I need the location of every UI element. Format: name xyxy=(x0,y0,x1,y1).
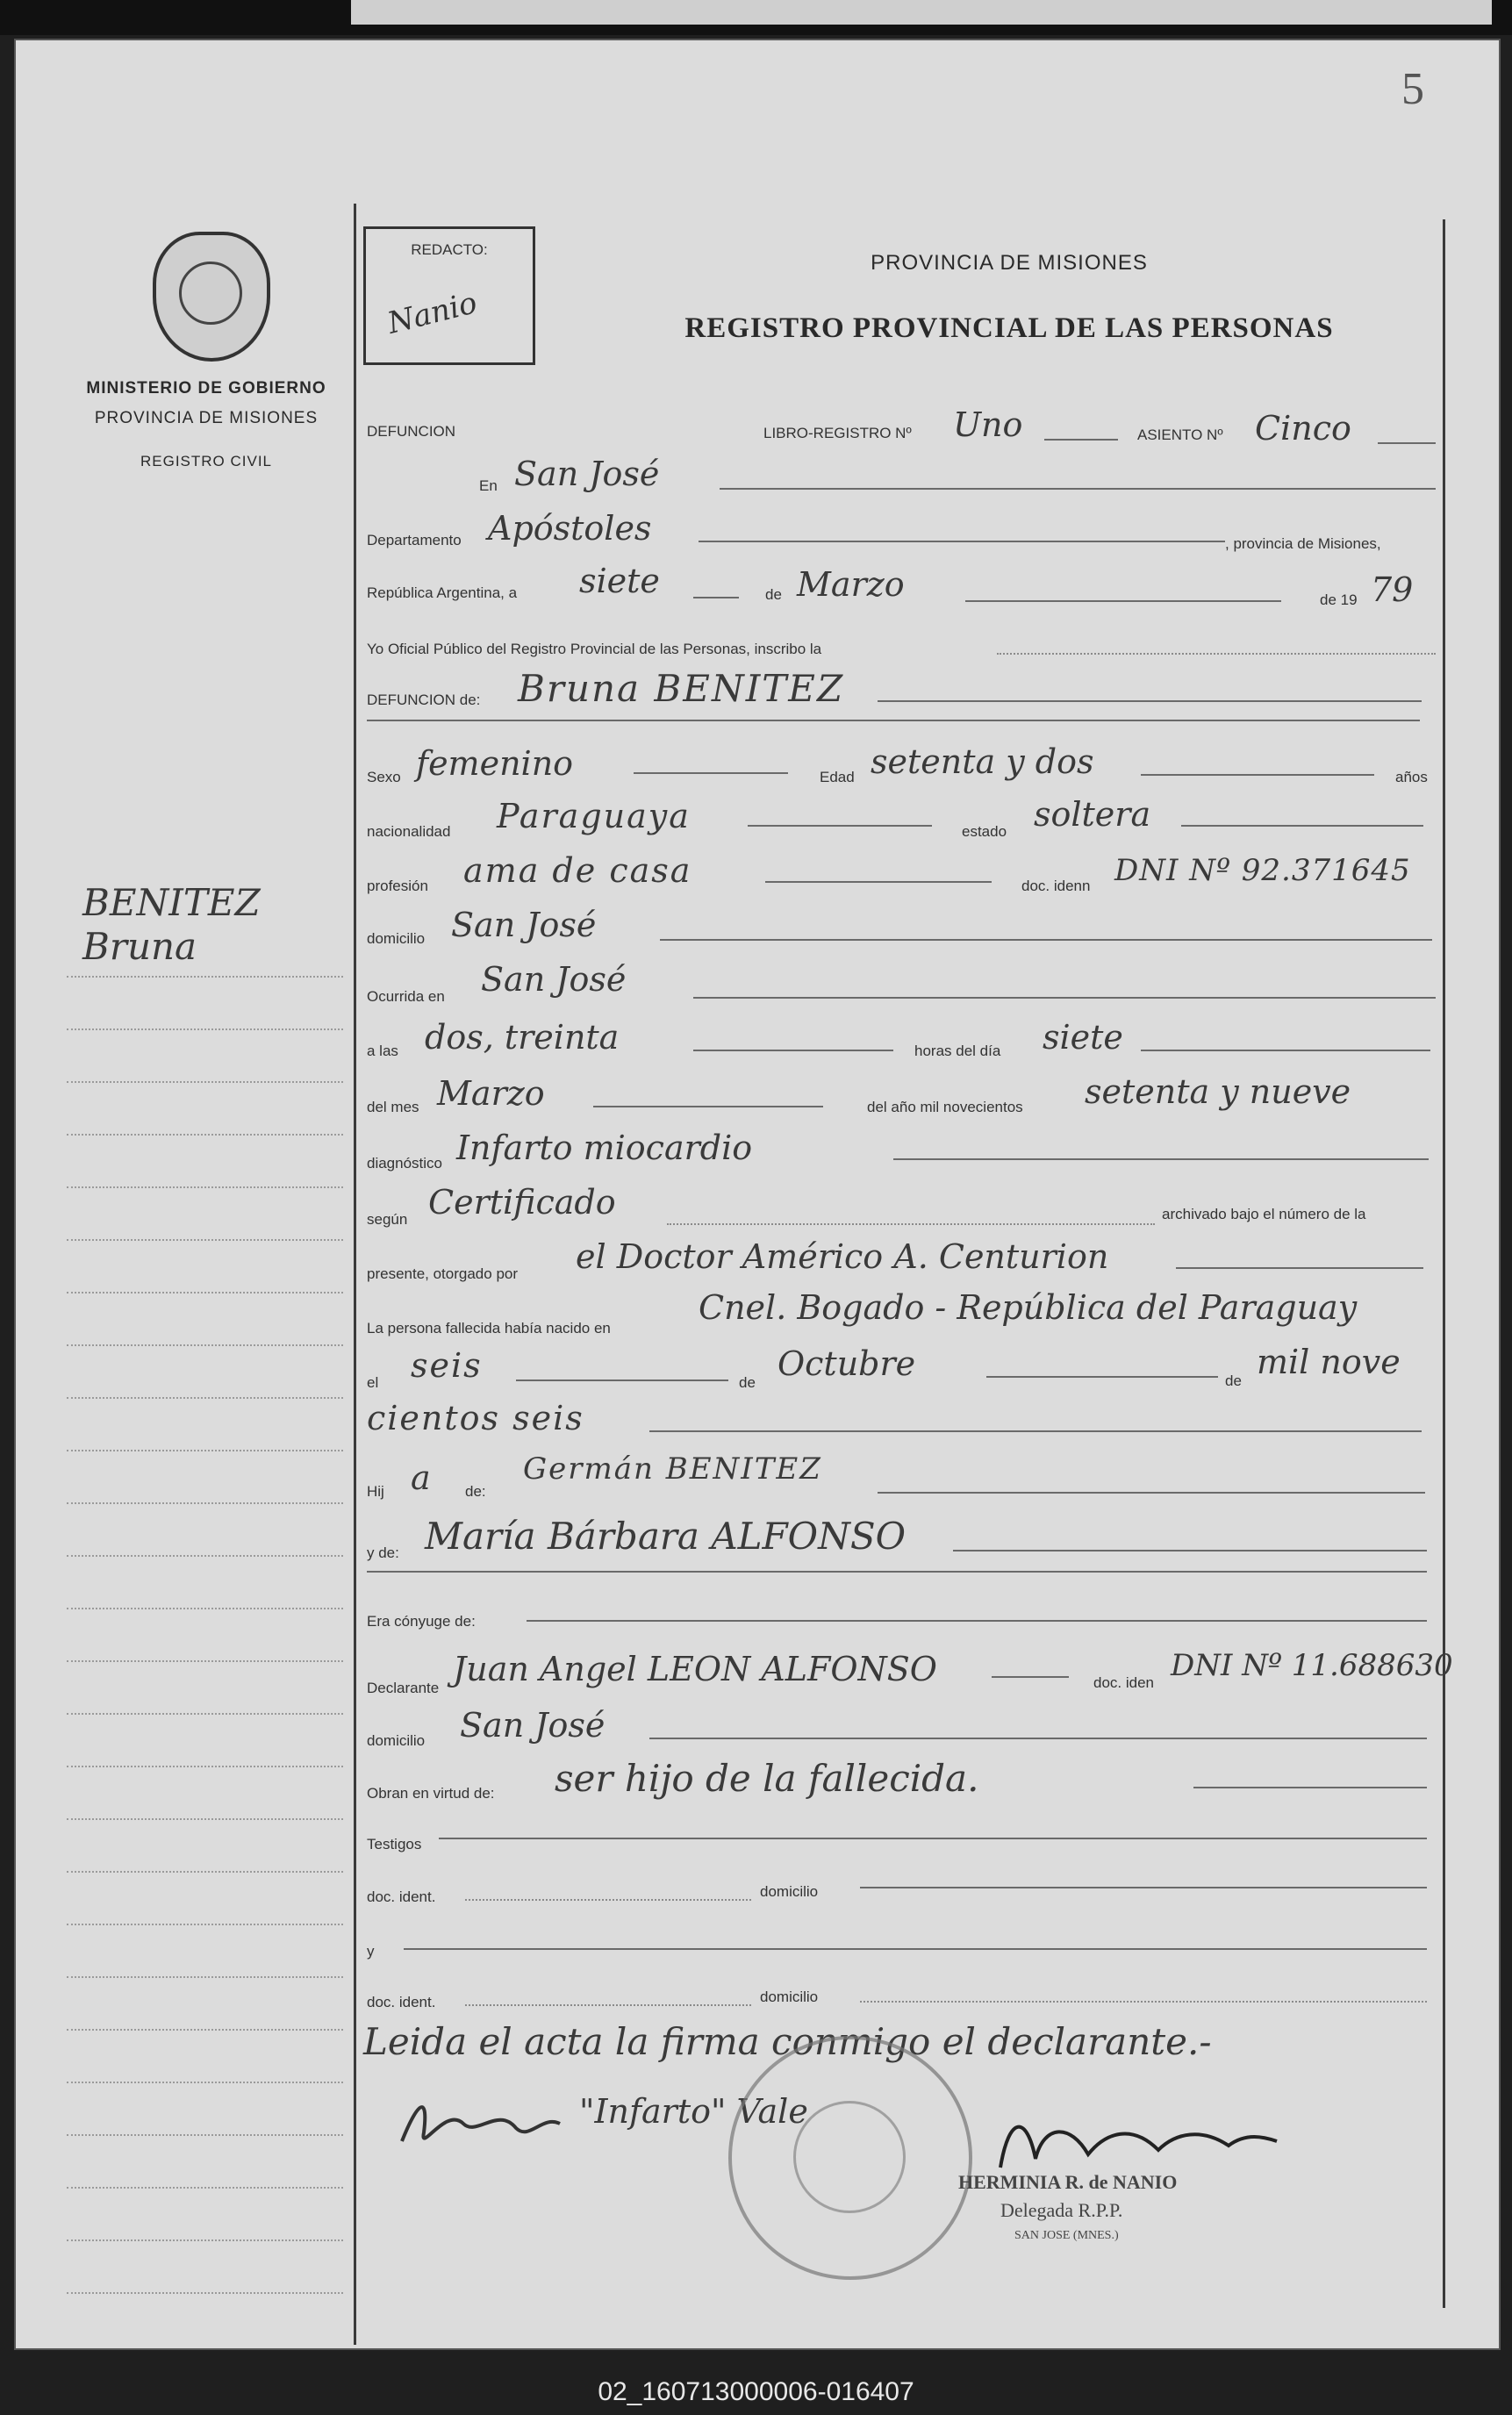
domicilio3-label: domicilio xyxy=(760,1989,819,2005)
mes-value: Marzo xyxy=(797,565,905,604)
madre-value: María Bárbara ALFONSO xyxy=(425,1515,906,1558)
obran-label: Obran en virtud de: xyxy=(367,1785,495,1802)
estado-value: soltera xyxy=(1034,795,1151,834)
registry-label: REGISTRO CIVIL xyxy=(140,453,273,469)
y-de-label: y de: xyxy=(367,1544,399,1561)
padre-value: Germán BENITEZ xyxy=(523,1451,822,1487)
hij-value: a xyxy=(411,1458,431,1497)
diagnostico-value: Infarto miocardio xyxy=(456,1129,753,1167)
footer-id: 02_160713000006-016407 xyxy=(598,2377,914,2406)
domicilio-label: domicilio xyxy=(367,930,426,947)
leida-text: Leida el acta la firma conmigo el declarante.- xyxy=(363,2020,1212,2063)
nac-dia-value: seis xyxy=(411,1346,483,1385)
asiento-value: Cinco xyxy=(1255,409,1351,448)
signature-role: Delegada R.P.P. xyxy=(1000,2199,1123,2221)
nac-de-label: de xyxy=(739,1374,756,1391)
nac-anio-value: mil nove xyxy=(1257,1343,1401,1381)
declarante-label: Declarante xyxy=(367,1680,440,1696)
departamento-label: Departamento xyxy=(367,532,462,548)
signature-declarante-icon xyxy=(393,2089,569,2159)
defuncion-de-label: DEFUNCION de: xyxy=(367,692,481,708)
diagnostico-label: diagnóstico xyxy=(367,1155,443,1172)
official-seal-icon xyxy=(728,2036,972,2280)
page-number: 5 xyxy=(1401,64,1424,114)
ocurrida-label: Ocurrida en xyxy=(367,988,445,1005)
doc-label: doc. idenn xyxy=(1021,878,1091,894)
doc-ident2-label: doc. ident. xyxy=(367,1994,436,2010)
decl-domicilio-value: San José xyxy=(460,1706,606,1745)
nac-mes-value: Octubre xyxy=(777,1344,916,1383)
segun-value: Certificado xyxy=(428,1183,616,1222)
margin-given-name: Bruna xyxy=(82,925,197,968)
signature-place: SAN JOSE (MNES.) xyxy=(1014,2229,1119,2242)
redacto-label: REDACTO: xyxy=(411,241,488,258)
libro-value: Uno xyxy=(953,405,1023,444)
nac-de2-label: de xyxy=(1225,1372,1242,1389)
presente-label: presente, otorgado por xyxy=(367,1265,519,1282)
asiento-label: ASIENTO Nº xyxy=(1137,426,1223,443)
conyuge-label: Era cónyuge de: xyxy=(367,1613,476,1630)
anio-value: 79 xyxy=(1371,570,1414,609)
en-value: San José xyxy=(514,455,660,493)
doc-ident-label: doc. ident. xyxy=(367,1888,436,1905)
mes2-value: Marzo xyxy=(437,1074,545,1113)
profesion-label: profesión xyxy=(367,878,428,894)
edad-value: setenta y dos xyxy=(871,742,1094,781)
y-label: y xyxy=(367,1943,375,1960)
signature-official-icon xyxy=(992,2106,1281,2176)
ocurrida-value: San José xyxy=(481,960,627,999)
nacido-value: Cnel. Bogado - República del Paraguay xyxy=(699,1288,1358,1327)
doc-value: DNI Nº 92.371645 xyxy=(1114,853,1411,888)
hij-label: Hij xyxy=(367,1483,384,1500)
de-anio-label: de 19 xyxy=(1320,591,1358,608)
presente-value: el Doctor Américo A. Centurion xyxy=(576,1237,1109,1276)
sexo-value: femenino xyxy=(416,744,574,783)
signature-name: HERMINIA R. de NANIO xyxy=(958,2171,1178,2193)
del-mes-label: del mes xyxy=(367,1099,419,1115)
declarante-value: Juan Angel LEON ALFONSO xyxy=(453,1650,937,1688)
a-las-label: a las xyxy=(367,1043,398,1059)
decl-doc-value: DNI Nº 11.688630 xyxy=(1171,1648,1453,1683)
horas-label: horas del día xyxy=(914,1043,1001,1059)
edad-label: Edad xyxy=(820,769,855,785)
decl-doc-label: doc. iden xyxy=(1093,1674,1154,1691)
left-divider xyxy=(354,204,356,2345)
defuncion-label: DEFUNCION xyxy=(367,423,456,440)
nac-anio-continuation: cientos seis xyxy=(367,1399,584,1437)
profesion-value: ama de casa xyxy=(463,851,692,890)
dia-value: siete xyxy=(579,562,660,600)
top-edge xyxy=(0,0,1512,35)
right-border xyxy=(1443,219,1445,2308)
ano2-value: setenta y nueve xyxy=(1085,1072,1351,1111)
header-province: PROVINCIA DE MISIONES xyxy=(871,251,1148,275)
redacto-value: Nanio xyxy=(383,285,481,341)
infarto-note: "Infarto" Vale xyxy=(579,2092,808,2131)
ministry-label: MINISTERIO DE GOBIERNO xyxy=(86,379,326,398)
redacto-box xyxy=(363,226,535,365)
segun-label: según xyxy=(367,1211,408,1228)
header-title: REGISTRO PROVINCIAL DE LAS PERSONAS xyxy=(684,312,1334,344)
nombre-value: Bruna BENITEZ xyxy=(518,667,845,710)
testigos-label: Testigos xyxy=(367,1836,422,1852)
nacido-label: La persona fallecida había nacido en xyxy=(367,1320,611,1336)
estado-label: estado xyxy=(962,823,1007,840)
nacionalidad-label: nacionalidad xyxy=(367,823,451,840)
margin-surname: BENITEZ xyxy=(82,881,261,924)
en-label: En xyxy=(479,477,498,494)
province-label: PROVINCIA DE MISIONES xyxy=(94,409,319,427)
archivado-label: archivado bajo el número de la xyxy=(1162,1206,1366,1222)
decl-domicilio-label: domicilio xyxy=(367,1732,426,1749)
coat-of-arms-icon xyxy=(153,232,270,362)
el-label: el xyxy=(367,1374,379,1391)
obran-value: ser hijo de la fallecida. xyxy=(555,1757,979,1800)
sexo-label: Sexo xyxy=(367,769,401,785)
domicilio-value: San José xyxy=(451,906,597,944)
del-ano-label: del año mil novecientos xyxy=(867,1099,1023,1115)
provincia-label: , provincia de Misiones, xyxy=(1225,535,1381,552)
departamento-value: Apóstoles xyxy=(488,509,652,548)
oficial-text: Yo Oficial Público del Registro Provincial de las Personas, inscribo la xyxy=(367,641,822,657)
dia2-value: siete xyxy=(1043,1018,1123,1057)
de-label: de xyxy=(765,586,782,603)
domicilio2-label: domicilio xyxy=(760,1883,819,1900)
nacionalidad-value: Paraguaya xyxy=(497,797,691,835)
hij-de-label: de: xyxy=(465,1483,486,1500)
anos-label: años xyxy=(1395,769,1428,785)
hora-value: dos, treinta xyxy=(425,1018,620,1057)
libro-label: LIBRO-REGISTRO Nº xyxy=(763,425,912,441)
republica-label: República Argentina, a xyxy=(367,584,518,601)
